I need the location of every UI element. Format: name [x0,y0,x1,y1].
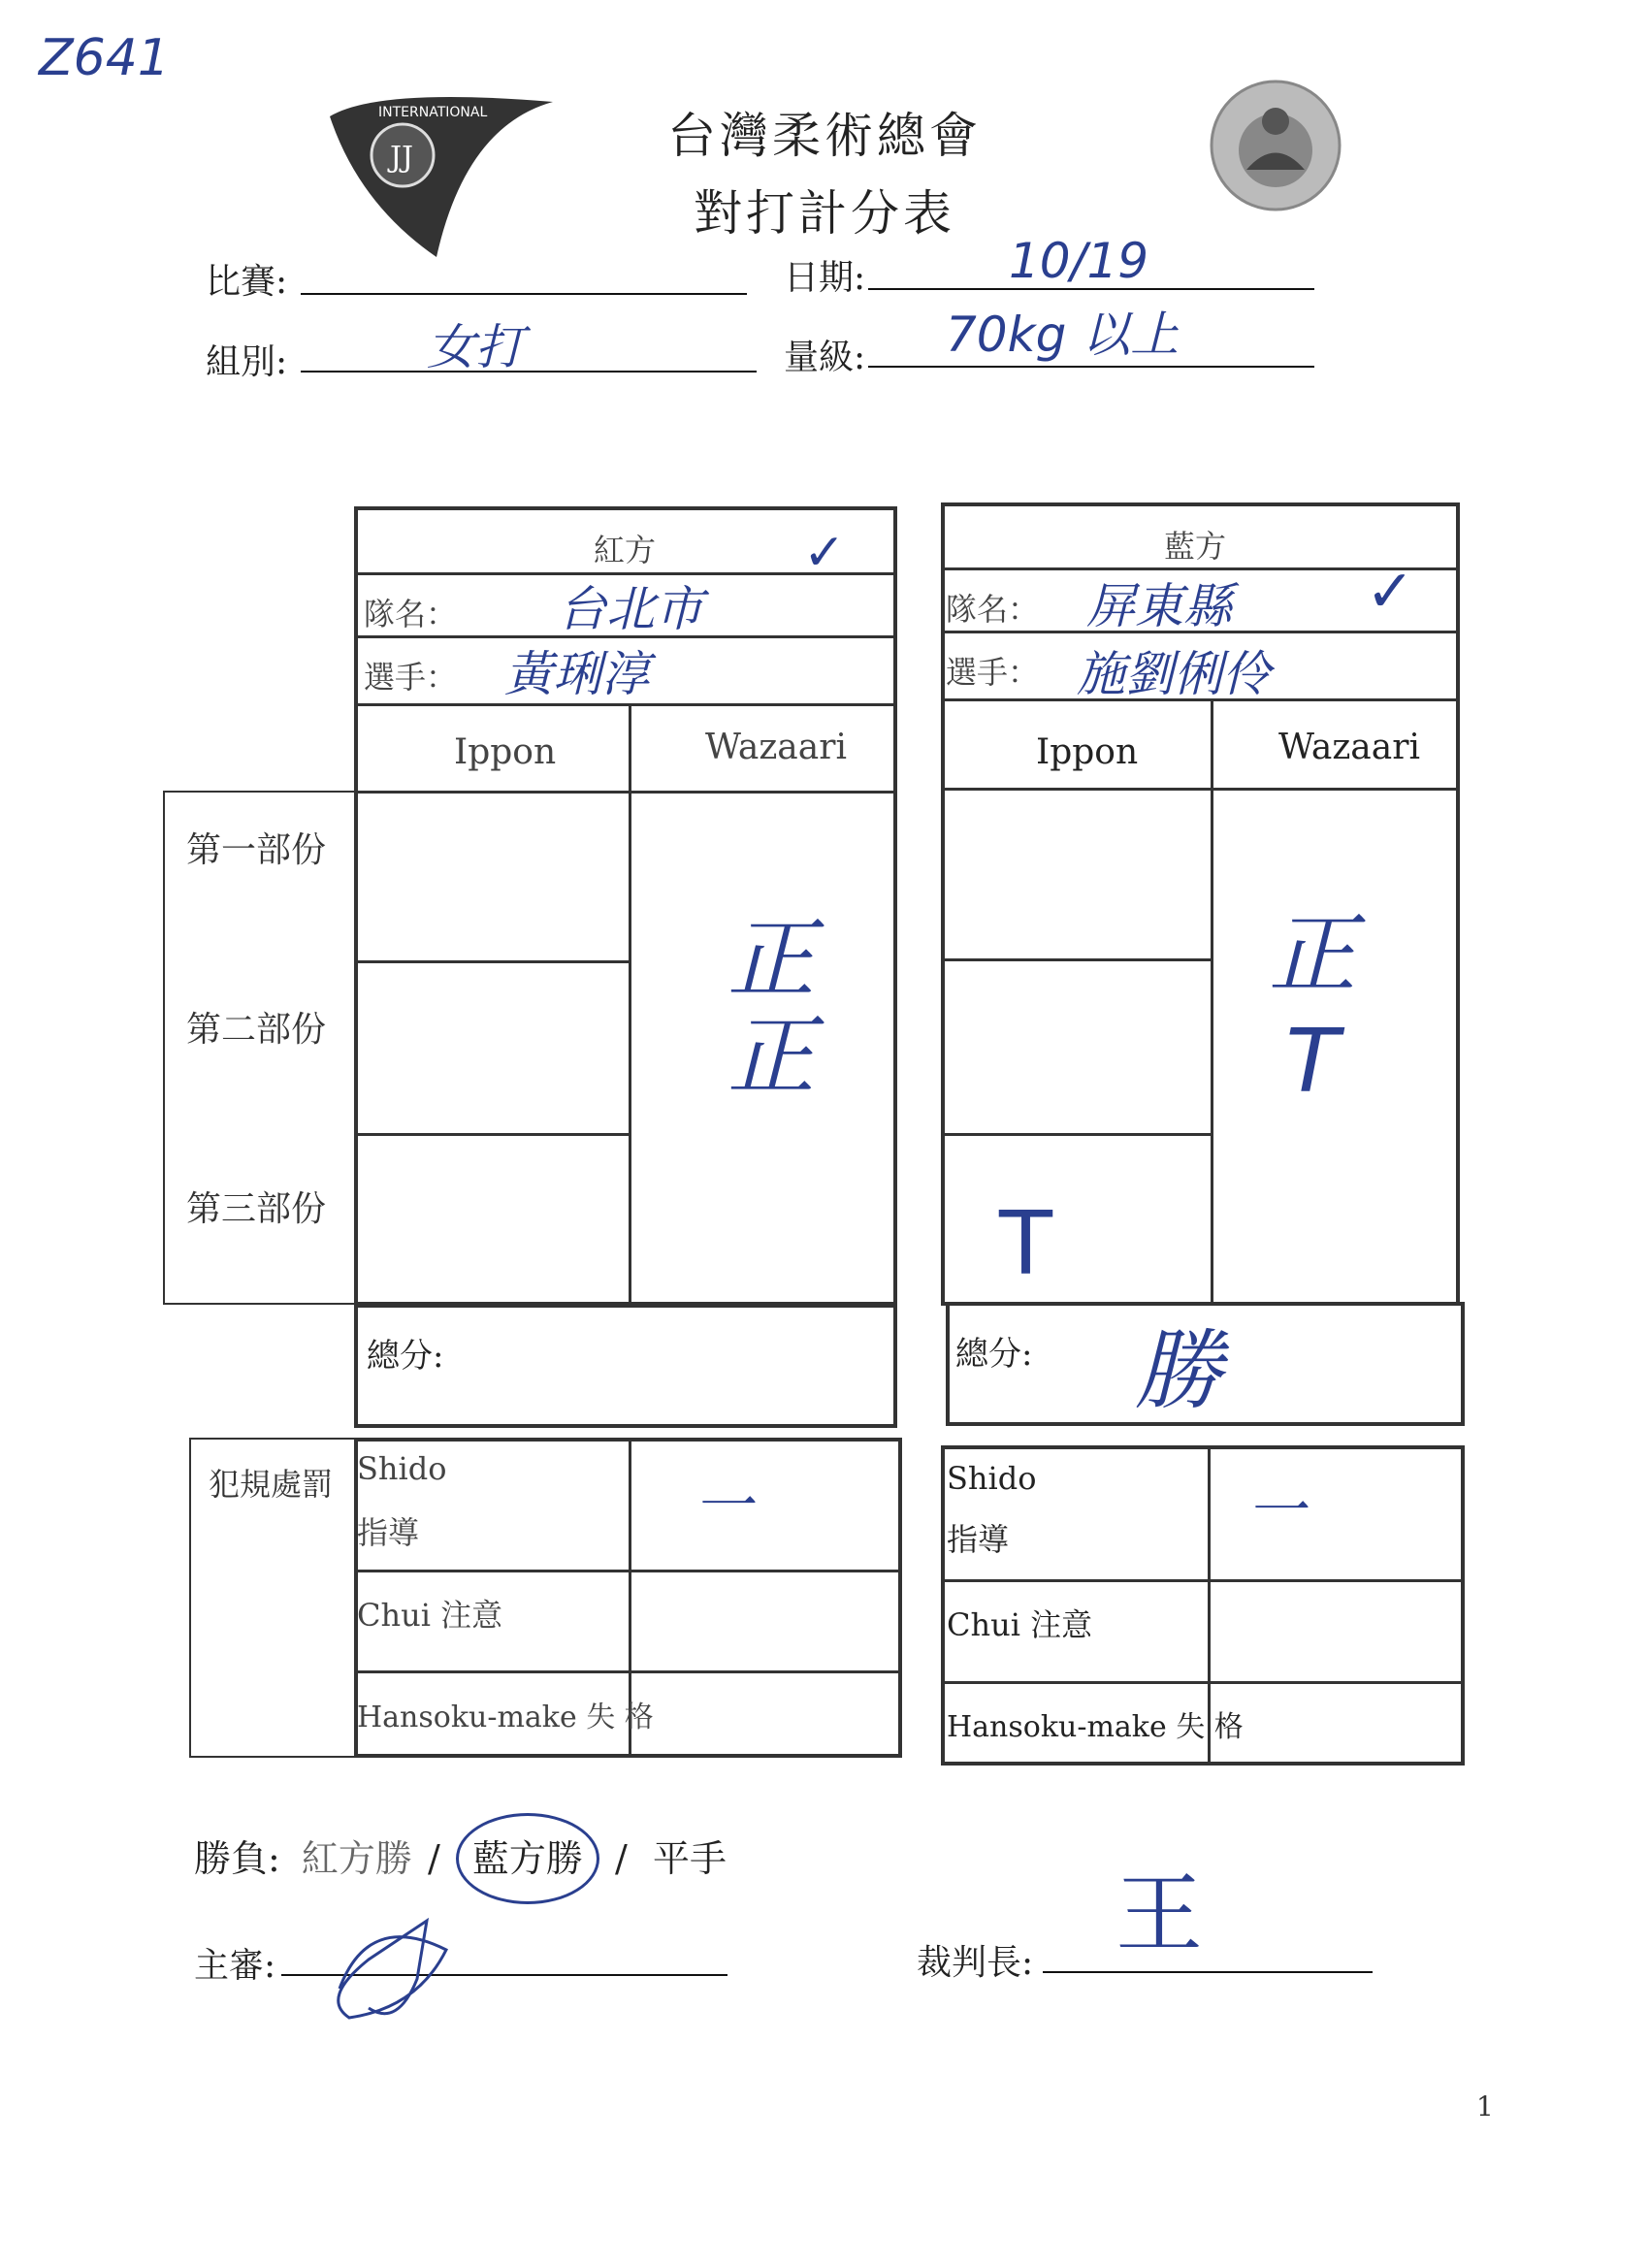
blue-ippon-header: Ippon [1036,732,1139,772]
page-number: 1 [1476,2090,1494,2122]
red-ippon-header: Ippon [454,732,557,772]
row-part1-label: 第一部份 [186,830,327,870]
chief-referee-field[interactable] [1043,1969,1373,1973]
red-player-label: 選手： [364,659,458,696]
red-team-value[interactable]: 台北市 [558,581,703,637]
blue-hansoku-label: Hansoku-make 失 格 [947,1710,1244,1744]
red-total-label: 總分: [367,1337,444,1376]
red-ippon-part1[interactable] [357,794,627,958]
blue-team-label: 隊名： [946,591,1040,628]
ijjf-logo [320,87,563,257]
weight-value: 70kg 以上 [946,307,1180,363]
red-wazaari-tally[interactable]: 正 正 [728,909,815,1108]
result-option-blue[interactable]: 藍方勝 [456,1813,599,1904]
red-side-label: 紅方 [594,532,657,568]
row-part2-label: 第二部份 [186,1010,327,1050]
blue-shido-label-en: Shido [947,1460,1037,1497]
chief-referee-signature: 王 [1116,1863,1203,1965]
group-value: 女打 [427,319,524,375]
result-separator-1: / [428,1837,440,1880]
blue-total-label: 總分: [955,1335,1033,1374]
result-label: 勝負: [194,1837,280,1880]
row-part3-label: 第三部份 [186,1189,327,1229]
group-field[interactable] [301,369,757,373]
blue-player-label: 選手： [946,654,1040,691]
blue-check: ✓ [1366,558,1415,626]
blue-wazaari-tally[interactable]: 正 T [1269,904,1356,1113]
blue-shido-value[interactable]: 一 [1246,1477,1305,1545]
blue-ippon-part1[interactable] [944,791,1209,956]
red-chui-label: Chui 注意 [357,1597,503,1634]
weight-label: 量級: [784,338,866,377]
chief-referee-label: 裁判長: [917,1943,1034,1983]
blue-side-label: 藍方 [1164,528,1227,565]
group-label: 組別: [206,342,288,382]
row-penalty-label: 犯規處罰 [209,1466,334,1503]
red-ippon-part2[interactable] [357,963,627,1130]
blue-ippon-part2[interactable] [944,961,1209,1131]
red-check: ✓ [803,524,846,582]
blue-player-value[interactable]: 施劉俐伶 [1077,646,1271,702]
referee-label: 主審: [194,1946,276,1986]
red-team-label: 隊名： [364,596,458,632]
result-option-red[interactable]: 紅方勝 [301,1837,412,1880]
red-hansoku-label: Hansoku-make 失 格 [357,1701,654,1734]
red-shido-label-zh: 指導 [357,1514,420,1551]
competition-field[interactable] [301,291,747,295]
blue-total-value[interactable]: 勝 [1135,1320,1222,1422]
blue-ippon-part3[interactable]: T [999,1193,1052,1295]
ijjf-logo-mark: JJ [390,141,414,175]
competition-label: 比賽: [206,262,288,302]
tjjf-logo [1208,78,1343,213]
date-value: 10/19 [1009,233,1149,289]
page-title [621,97,1028,244]
svg-text:INTERNATIONAL: INTERNATIONAL [378,105,488,120]
title-line-1: 台灣柔術總會 [667,108,982,164]
red-wazaari-header: Wazaari [705,728,847,767]
result-row [194,1829,727,1882]
blue-team-value[interactable]: 屏東縣 [1086,578,1232,634]
blue-wazaari-header: Wazaari [1278,728,1420,767]
red-ippon-part3[interactable] [357,1136,627,1303]
red-shido-value[interactable]: 一 [694,1473,752,1540]
blue-shido-label-zh: 指導 [947,1521,1010,1558]
date-label: 日期: [784,258,866,298]
corner-note: Z641 [39,29,170,87]
blue-chui-label: Chui 注意 [947,1606,1093,1643]
red-player-value[interactable]: 黃琍淳 [504,646,650,702]
title-line-2: 對打計分表 [694,185,955,242]
red-shido-label-en: Shido [357,1450,447,1487]
result-separator-2: / [615,1837,628,1880]
result-option-draw[interactable]: 平手 [652,1837,727,1880]
referee-signature [310,1892,475,2037]
